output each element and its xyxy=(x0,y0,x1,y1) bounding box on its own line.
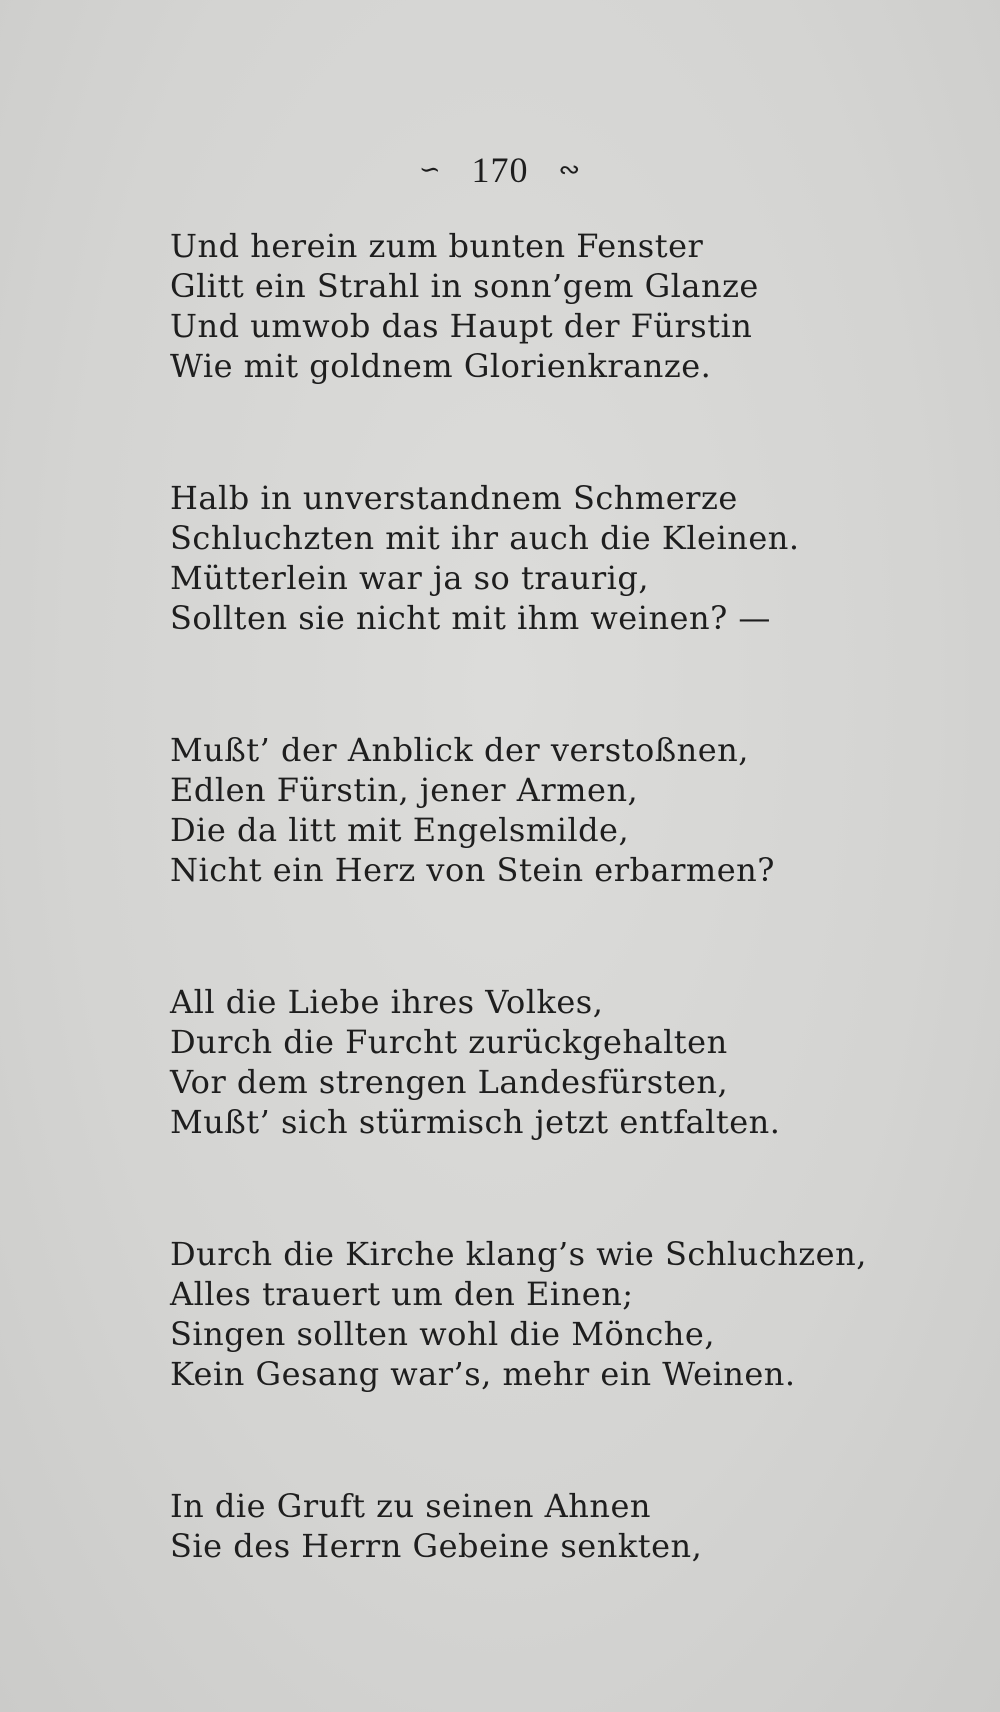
poem-line: Sollten sie nicht mit ihm weinen? — xyxy=(170,599,771,637)
stanza xyxy=(170,1486,970,1566)
poem-line: Nicht ein Herz von Stein erbarmen? xyxy=(170,851,775,889)
poem-line: Edlen Fürstin, jener Armen, xyxy=(170,771,639,809)
poem-line: Mußt’ sich stürmisch jetzt entfalten. xyxy=(170,1103,781,1141)
poem-line: All die Liebe ihres Volkes, xyxy=(170,983,604,1021)
stanza xyxy=(170,226,970,386)
stanza xyxy=(170,478,970,638)
poem-line: Und herein zum bunten Fenster xyxy=(170,227,704,265)
poem-line: Alles trauert um den Einen; xyxy=(170,1275,634,1313)
poem-line: Wie mit goldnem Glorienkranze. xyxy=(170,347,712,385)
poem-line: Singen sollten wohl die Mönche, xyxy=(170,1315,715,1353)
poem-line: Durch die Kirche klang’s wie Schluchzen, xyxy=(170,1235,867,1273)
poem-text xyxy=(170,226,970,1566)
stanza xyxy=(170,730,970,890)
page-number: 170 xyxy=(471,150,529,190)
poem-line: Mütterlein war ja so traurig, xyxy=(170,559,650,597)
right-ornament-icon: ∾ xyxy=(558,155,582,185)
left-ornament-icon: ∽ xyxy=(418,155,442,185)
poem-line: Schluchzten mit ihr auch die Kleinen. xyxy=(170,519,800,557)
poem-line: Vor dem strengen Landesfürsten, xyxy=(170,1063,729,1101)
poem-line: Sie des Herrn Gebeine senkten, xyxy=(170,1527,703,1565)
poem-line: Die da litt mit Engelsmilde, xyxy=(170,811,630,849)
poem-line: Halb in unverstandnem Schmerze xyxy=(170,479,738,517)
poem-line: Durch die Furcht zurückgehalten xyxy=(170,1023,728,1061)
poem-line: In die Gruft zu seinen Ahnen xyxy=(170,1487,652,1525)
stanza xyxy=(170,982,970,1142)
poem-line: Und umwob das Haupt der Fürstin xyxy=(170,307,753,345)
poem-line: Glitt ein Strahl in sonn’gem Glanze xyxy=(170,267,759,305)
poem-line: Mußt’ der Anblick der verstoßnen, xyxy=(170,731,749,769)
page-header xyxy=(0,148,1000,191)
stanza xyxy=(170,1234,970,1394)
poem-line: Kein Gesang war’s, mehr ein Weinen. xyxy=(170,1355,796,1393)
